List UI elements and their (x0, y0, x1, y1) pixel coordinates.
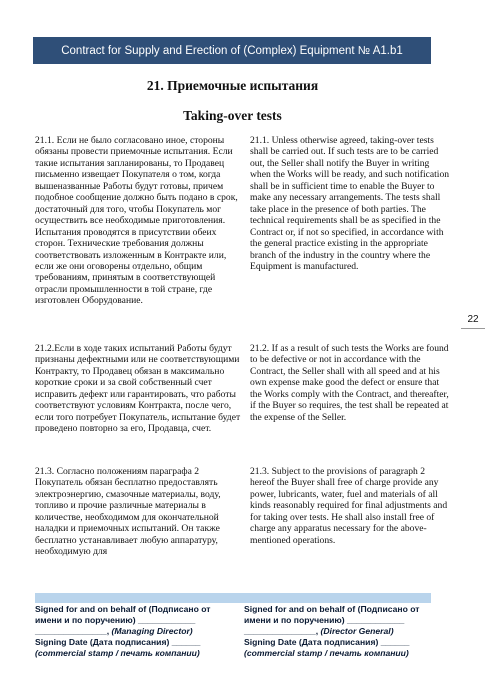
signature-blank: _______________, (35, 626, 110, 636)
clause-21-2-en: 21.2. If as a result of such tests the Works are found to be defective or not in accordance with the Contract, the Seller shall with all speed and at his own expense make good the defect or ensure that the Works comply with the Contract, and thereafter, if the Buyer so requires, the test shall be repeated at the expense of the Seller. (250, 343, 449, 423)
signature-block-seller (244, 604, 440, 659)
signature-line: Signed for and on behalf of (Подписано от (244, 604, 420, 614)
signature-block-buyer (35, 604, 231, 659)
signature-line: Signed for and on behalf of (Подписано от (35, 604, 211, 614)
page-number: 22 (461, 314, 485, 329)
clause-21-3-ru: 21.3. Согласно положениям параграфа 2 Покупатель обязан бесплатно предоставлять электроэнергию, смазочные материалы, воду, топливо и прочие различные материалы в количестве, необходимом для окончательной наладки и приемочных испытаний. Он также бесплатно устанавливает любую аппаратуру, необходимую для (35, 466, 221, 558)
section-title-ru: 21. Приемочные испытания (146, 78, 319, 93)
signature-blank: _______________, (244, 626, 319, 636)
signing-date-line: Signing Date (Дата подписания) ______ (35, 637, 201, 647)
contract-header-bar (33, 37, 431, 64)
clause-21-2-ru: 21.2.Если в ходе таких испытаний Работы будут признаны дефектными или не соответствующими Контракту, то Продавец обязан в максимально короткие сроки и за свой собственный счет исправить дефект или гарантировать, что работы соответствуют условиям Контракта, после чего, если того потребует Покупатель, испытание будет проведено повторно за его, Продавца, счет. (35, 343, 241, 435)
signature-line: имени и по поручению) ____________ (244, 615, 405, 625)
signature-role-line (244, 626, 440, 637)
signature-role: (Director General) (320, 626, 394, 636)
section-title-en: Taking-over tests (183, 108, 282, 123)
signing-date-line: Signing Date (Дата подписания) ______ (244, 637, 410, 647)
signature-line: имени и по поручению) ____________ (35, 615, 196, 625)
clause-21-3-en: 21.3. Subject to the provisions of paragraph 2 hereof the Buyer shall free of charge provide any power, lubricants, water, fuel and materials of all kinds reasonably required for final adjustments and for taking over tests. He shall also install free of charge any apparatus necessary for the above-mentioned operations. (250, 466, 448, 546)
clause-21-1-en: 21.1. Unless otherwise agreed, taking-over tests shall be carried out. If such tests are to be carried out, the Seller shall notify the Buyer in writing when the Works will be ready, and such notification shall be in sufficient time to enable the Buyer to make any necessary arrangements. The tests shall take place in the presence of both parties. The technical requirements shall be as specified in the Contract or, if not so specified, in accordance with the general practice existing in the appropriate branch of the industry in the country where the Equipment is manufactured. (250, 135, 450, 272)
signature-role: (Managing Director) (111, 626, 193, 636)
clause-21-1-ru: 21.1. Если не было согласовано иное, стороны обязаны провести приемочные испытания. Если такие испытания запланированы, то Продавец письменно извещает Покупателя о том, когда вышеназванные Работы будут готовы, причем подобное сообщение должно быть подано в срок, достаточный для того, чтобы Покупатель мог осуществить все необходимые приготовления. Испытания проводятся в присутствии обеих сторон. Технические требования должны соответствовать изложенным в Контракте или, если же они оговорены отдельно, общим требованиям, принятым в соответствующей отрасли промышленности в той стране, где изготовлен Оборудование. (35, 135, 238, 307)
footer-band (35, 593, 431, 603)
commercial-stamp-line: (commercial stamp / печать компании) (244, 648, 409, 658)
commercial-stamp-line: (commercial stamp / печать компании) (35, 648, 200, 658)
contract-title: Contract for Supply and Erection of (Complex) Equipment № A1.b1 (61, 44, 403, 57)
signature-role-line (35, 626, 231, 637)
